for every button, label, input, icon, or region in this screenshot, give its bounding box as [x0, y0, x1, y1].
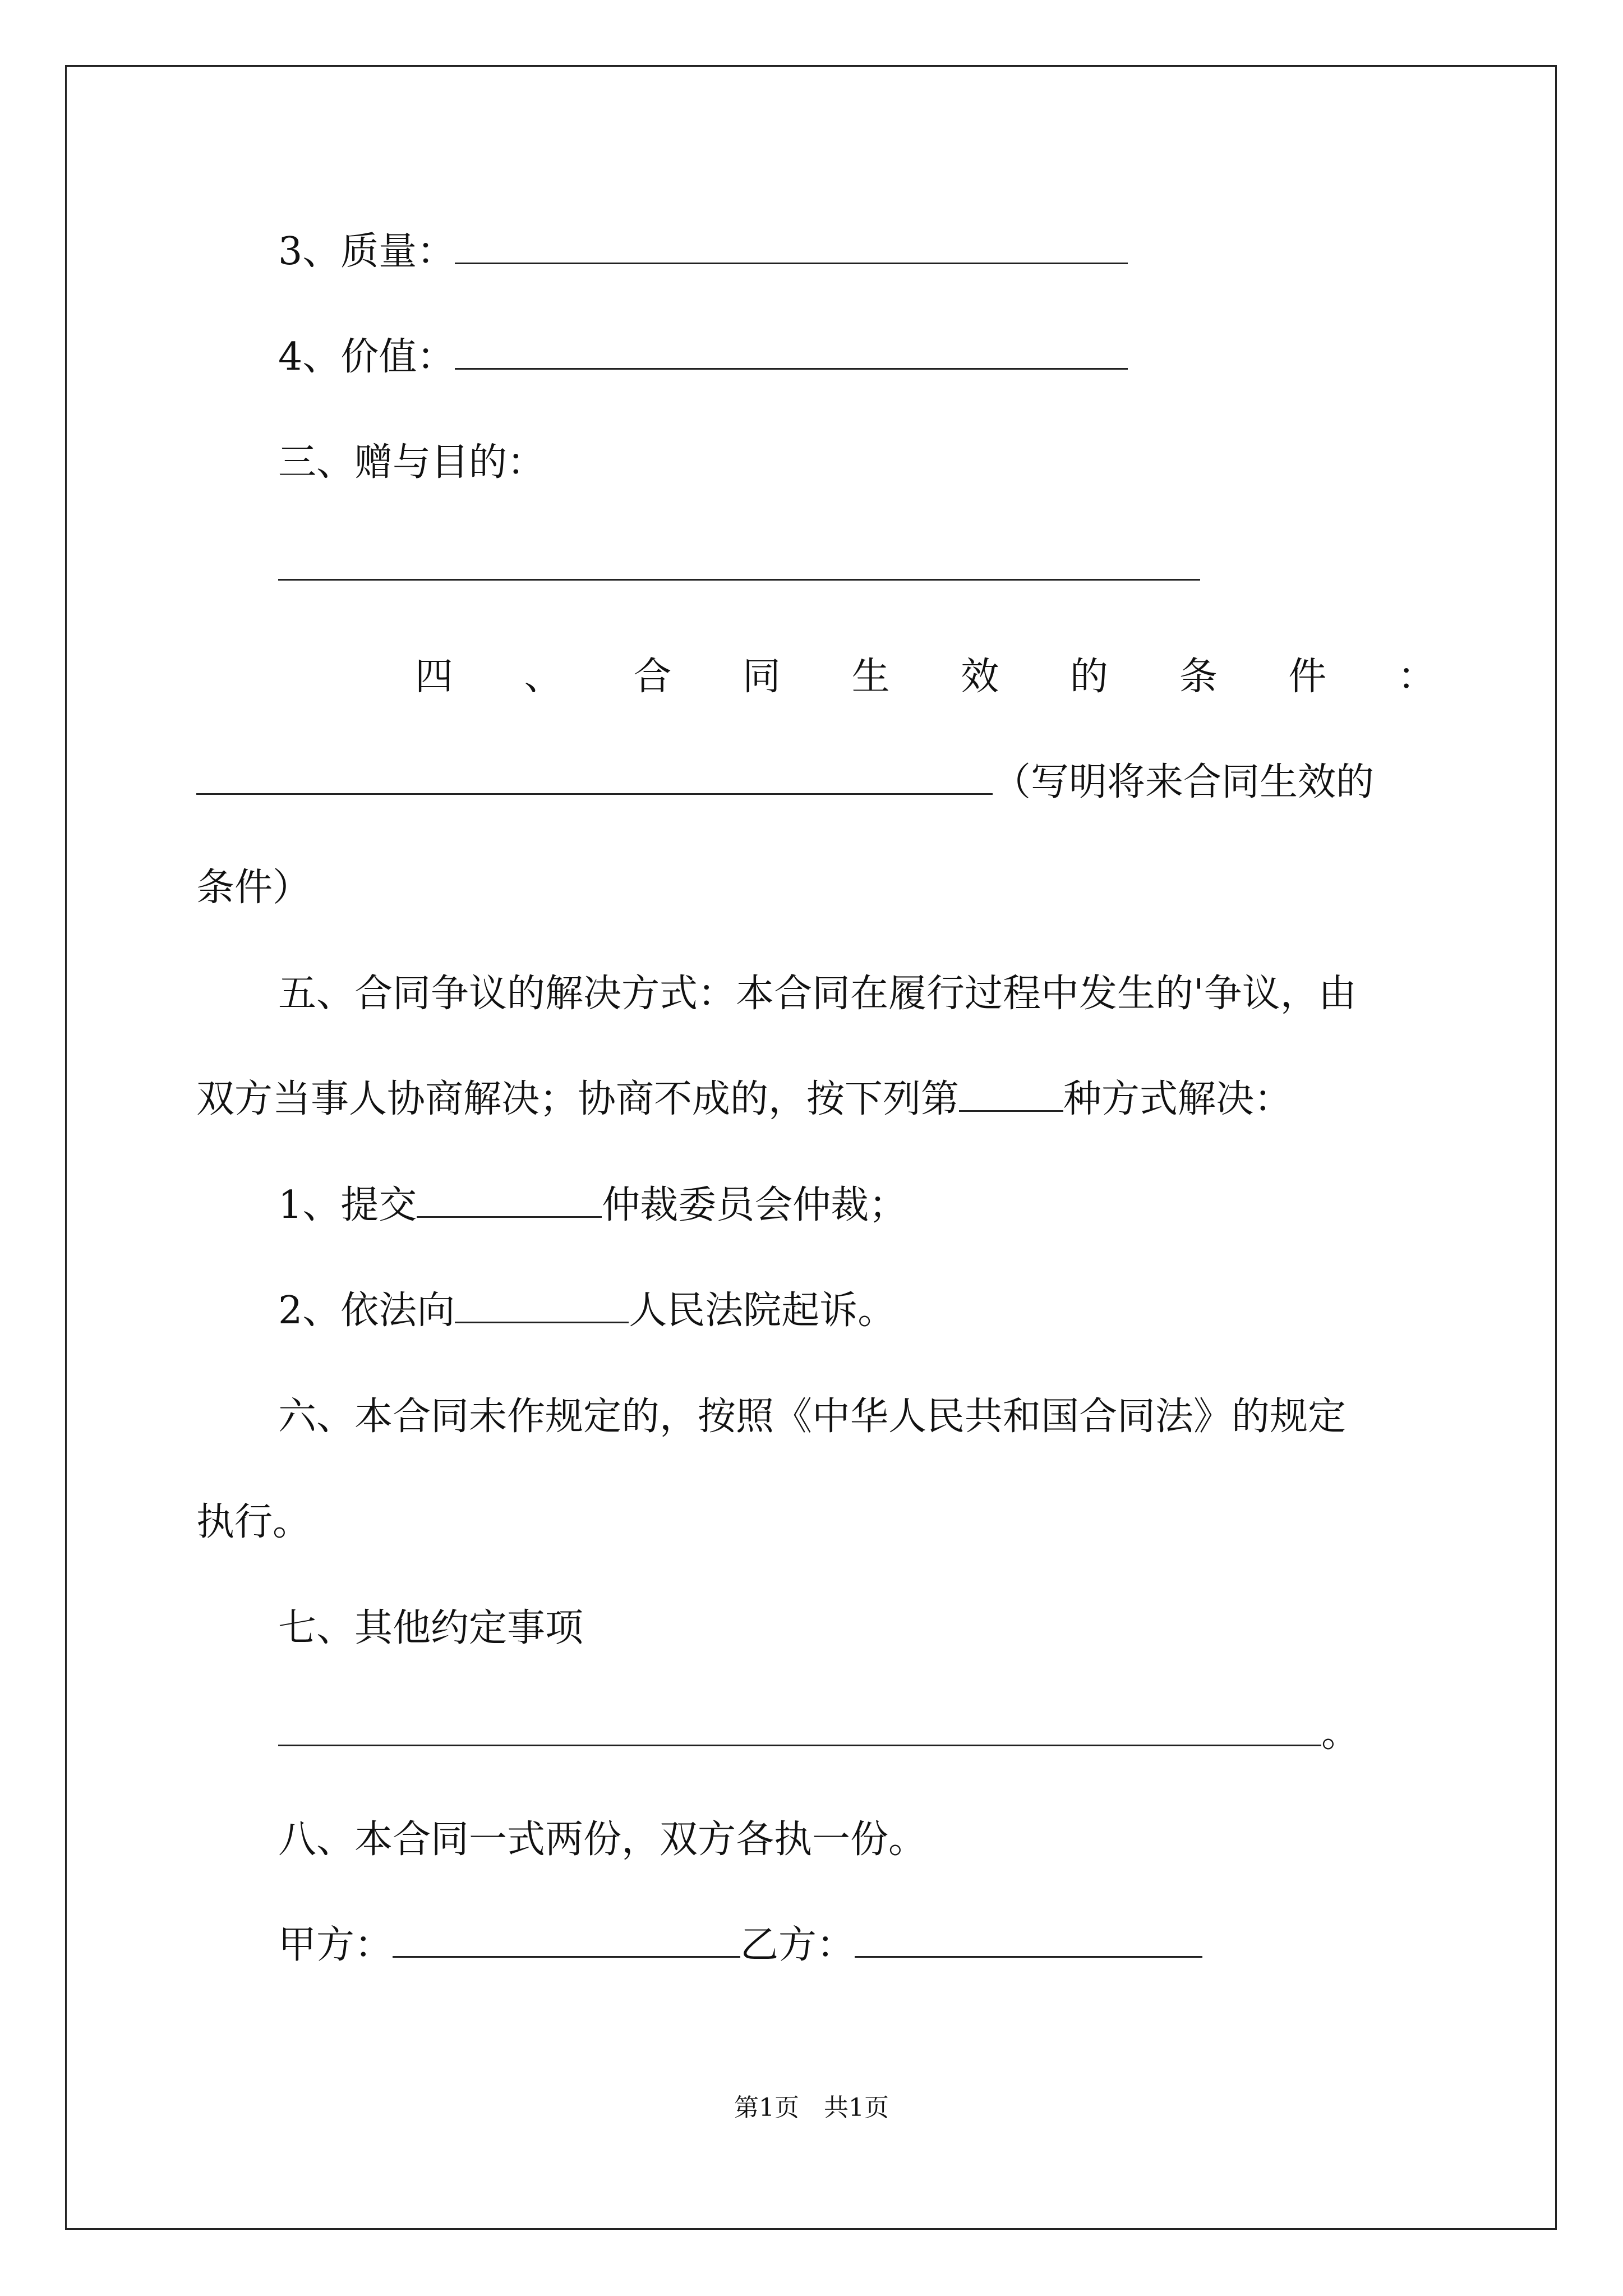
dispute-text-1: 五、合同争议的解决方式：本合同在履行过程中发生的'争议，由 [278, 972, 1357, 1016]
party-a-label: 甲方： [278, 1923, 393, 1967]
value-blank[interactable] [455, 332, 1128, 370]
arbitration-line [278, 1180, 907, 1231]
court-line [278, 1286, 896, 1336]
purpose-blank[interactable] [278, 543, 1200, 581]
court-text-b: 人民法院起诉。 [629, 1289, 896, 1333]
condition-char: ： [1397, 655, 1436, 699]
condition-char: 件 [1288, 655, 1327, 699]
quality-line [278, 227, 1128, 277]
copies-line [278, 1815, 926, 1865]
purpose-line [278, 543, 1200, 593]
quality-label: 3、质量： [278, 229, 455, 274]
dispute-text-2b: 种方式解决： [1063, 1077, 1293, 1121]
law-line-1 [278, 1392, 1346, 1442]
other-line [278, 1709, 1359, 1759]
other-blank[interactable] [278, 1709, 1321, 1746]
party-b-blank[interactable] [855, 1920, 1202, 1958]
law-line-2 [196, 1497, 311, 1548]
arbitration-text-b: 仲裁委员会仲裁； [602, 1183, 907, 1227]
party-a-blank[interactable] [393, 1920, 740, 1958]
condition-line [196, 757, 1374, 808]
condition-char: 的 [1069, 655, 1108, 699]
other-end: 。 [1321, 1711, 1360, 1756]
court-text-a: 2、依法向 [278, 1289, 455, 1333]
condition-char: 条 [1179, 655, 1218, 699]
condition-note-cont: 条件） [196, 866, 311, 910]
signature-line [278, 1920, 1202, 1971]
law-text-1: 六、本合同未作规定的，按照《中华人民共和国合同法》的规定 [278, 1395, 1347, 1439]
dispute-line-2 [196, 1074, 1292, 1125]
page-border [65, 65, 1557, 2230]
condition-char: 四 [415, 655, 454, 699]
condition-char: 同 [742, 655, 781, 699]
condition-heading [415, 652, 1436, 702]
law-text-2: 执行。 [196, 1500, 311, 1544]
condition-note: （写明将来合同生效的 [993, 760, 1375, 804]
arbitration-blank[interactable] [417, 1180, 602, 1218]
condition-blank[interactable] [196, 757, 993, 795]
page-footer: 第1页 共1页 [734, 2093, 889, 2122]
dispute-line-1 [278, 969, 1357, 1019]
value-line [278, 332, 1128, 383]
purpose-heading [278, 438, 545, 488]
quality-blank[interactable] [455, 227, 1128, 264]
party-b-label: 乙方： [740, 1923, 855, 1967]
condition-char: 效 [961, 655, 999, 699]
dispute-option-blank[interactable] [959, 1074, 1063, 1112]
other-heading [278, 1603, 583, 1654]
purpose-label: 三、赠与目的： [278, 440, 546, 485]
condition-char: 生 [851, 655, 890, 699]
condition-char: 合 [633, 655, 672, 699]
court-blank[interactable] [455, 1286, 629, 1323]
condition-char: 、 [524, 655, 562, 699]
value-label: 4、价值： [278, 335, 455, 379]
copies-text: 八、本合同一式两份，双方各执一份。 [278, 1818, 927, 1862]
dispute-text-2a: 双方当事人协商解决；协商不成的，按下列第 [196, 1077, 960, 1121]
arbitration-text-a: 1、提交 [278, 1183, 417, 1227]
other-label: 七、其他约定事项 [278, 1606, 584, 1650]
condition-note-line [196, 863, 311, 913]
